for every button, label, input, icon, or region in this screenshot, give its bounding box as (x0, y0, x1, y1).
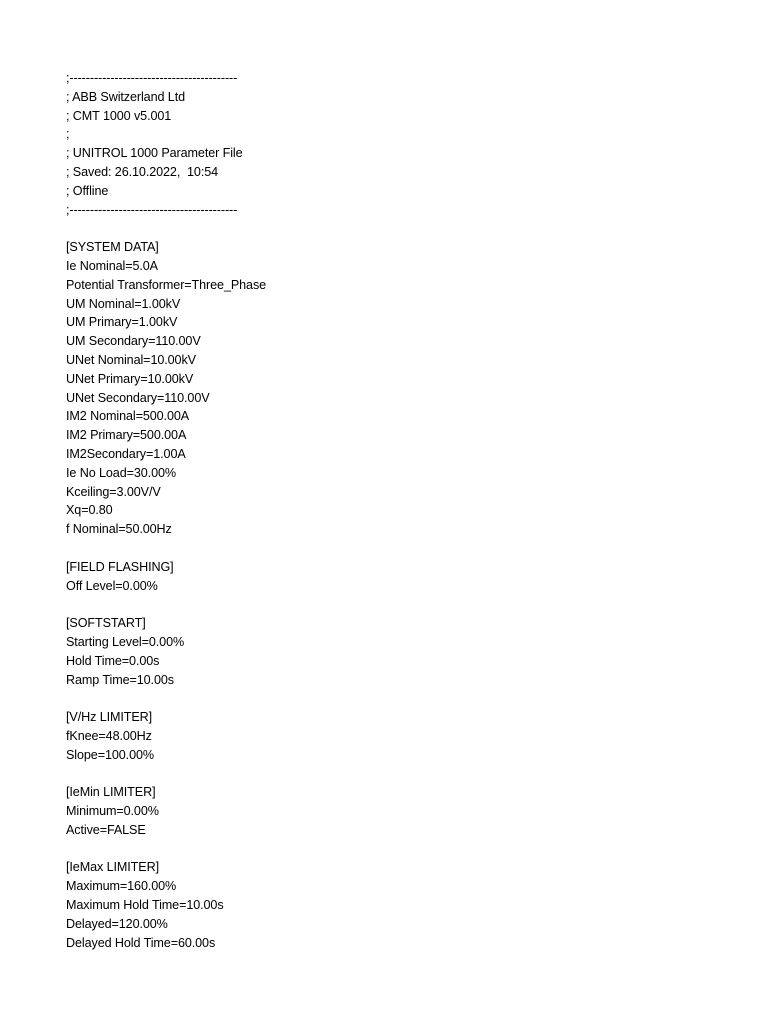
parameter-entry: Active=FALSE (66, 822, 146, 837)
header-separator-bottom: ;----------------------------------------- (66, 202, 238, 217)
parameter-entry: IM2 Nominal=500.00A (66, 409, 190, 424)
parameter-entry: UM Secondary=110.00V (66, 334, 201, 349)
parameter-entry: UM Primary=1.00kV (66, 315, 178, 330)
section-title: [IeMin LIMITER] (66, 785, 156, 800)
section-field-flashing (66, 558, 746, 596)
parameter-entry: Hold Time=0.00s (66, 653, 160, 668)
section-system-data (66, 238, 746, 539)
parameter-entry: IM2 Primary=500.00A (66, 428, 187, 443)
section-softstart (66, 614, 746, 689)
parameter-entry: Kceiling=3.00V/V (66, 484, 161, 499)
header-comment-blank: ; (66, 127, 70, 142)
blank-line (66, 219, 746, 238)
parameter-entry: Maximum=160.00% (66, 879, 177, 894)
parameter-entry: Off Level=0.00% (66, 578, 158, 593)
parameter-entry: Ramp Time=10.00s (66, 672, 174, 687)
blank-line (66, 689, 746, 708)
header-saved-timestamp: ; Saved: 26.10.2022, 10:54 (66, 164, 219, 179)
parameter-entry: fKnee=48.00Hz (66, 728, 152, 743)
header-file-type: ; UNITROL 1000 Parameter File (66, 146, 243, 161)
parameter-entry: UM Nominal=1.00kV (66, 296, 181, 311)
parameter-entry: UNet Nominal=10.00kV (66, 352, 196, 367)
parameter-entry: f Nominal=50.00Hz (66, 522, 172, 537)
file-header (66, 69, 746, 219)
parameter-entry: UNet Primary=10.00kV (66, 371, 194, 386)
section-title: [V/Hz LIMITER] (66, 710, 153, 725)
section-title: [SYSTEM DATA] (66, 240, 159, 255)
parameter-entry: Potential Transformer=Three_Phase (66, 277, 267, 292)
section-vhz-limiter (66, 708, 746, 764)
blank-line (66, 764, 746, 783)
parameter-entry: Ie No Load=30.00% (66, 465, 176, 480)
parameter-entry: Xq=0.80 (66, 503, 113, 518)
parameter-entry: Delayed=120.00% (66, 916, 168, 931)
section-title: [FIELD FLASHING] (66, 559, 174, 574)
parameter-entry: Starting Level=0.00% (66, 634, 185, 649)
parameter-entry: Slope=100.00% (66, 747, 154, 762)
blank-line (66, 840, 746, 859)
section-iemax-limiter (66, 858, 746, 952)
section-iemin-limiter (66, 783, 746, 839)
header-company: ; ABB Switzerland Ltd (66, 89, 186, 104)
parameter-file-document (66, 69, 746, 952)
header-mode: ; Offline (66, 183, 109, 198)
header-software-version: ; CMT 1000 v5.001 (66, 108, 172, 123)
parameter-entry: IM2Secondary=1.00A (66, 446, 186, 461)
blank-line (66, 595, 746, 614)
parameter-entry: Delayed Hold Time=60.00s (66, 935, 216, 950)
parameter-entry: Maximum Hold Time=10.00s (66, 898, 224, 913)
header-separator-top: ;----------------------------------------- (66, 71, 238, 85)
blank-line (66, 539, 746, 558)
parameter-entry: UNet Secondary=110.00V (66, 390, 210, 405)
section-title: [IeMax LIMITER] (66, 860, 159, 875)
parameter-entry: Ie Nominal=5.0A (66, 258, 158, 273)
parameter-entry: Minimum=0.00% (66, 804, 159, 819)
section-title: [SOFTSTART] (66, 616, 146, 631)
